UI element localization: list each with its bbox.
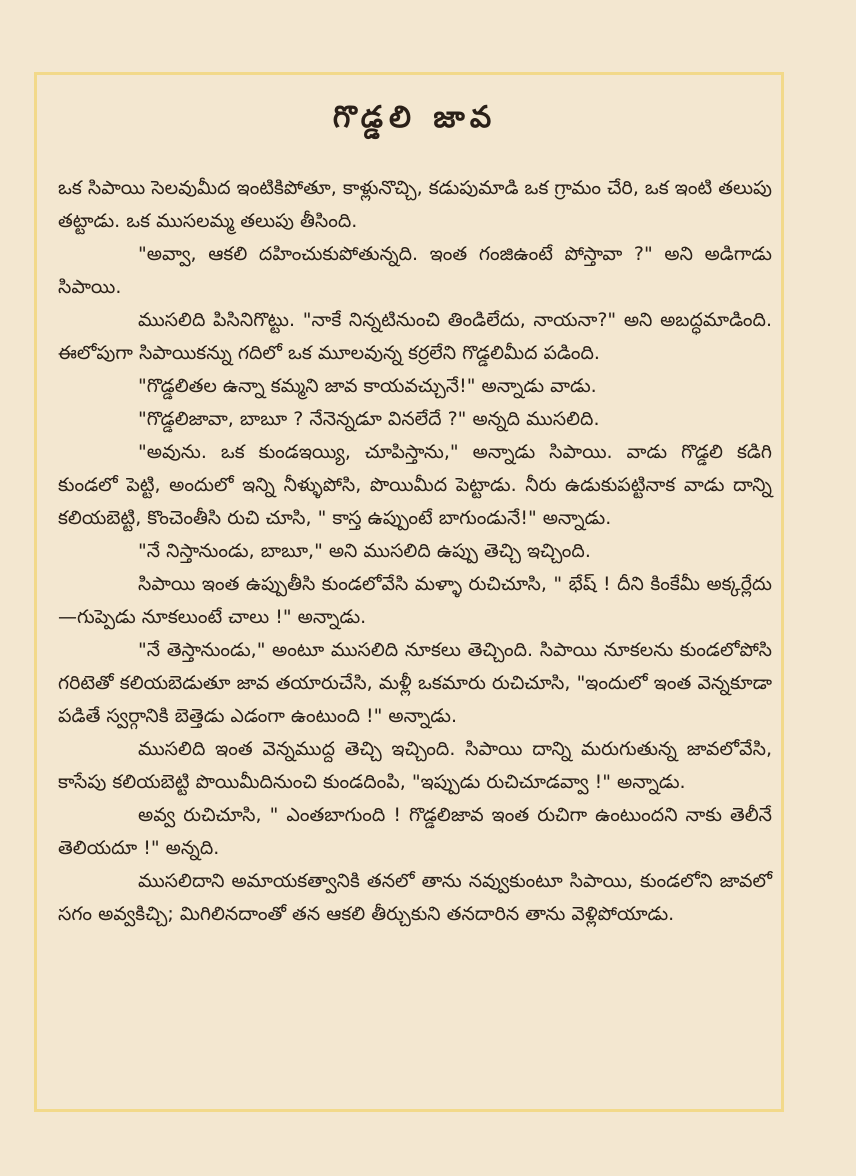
- paragraph: "గొడ్డలిజావా, బాబూ ? నేనెన్నడూ వినలేదే ?" అన్నది ముసలిది.: [138, 408, 600, 430]
- paragraph: ముసలిది పిసినిగొట్టు. "నాకే నిన్నటినుంచి తిండిలేదు, నాయనా?" అని అబద్ధమాడింది. ఈలోపుగా సిపాయికన్ను గదిలో ఒక మూలవున్న కర్రలేని గొడ్డలిమీద పడింది.: [58, 309, 772, 364]
- paragraph: అవ్వ రుచిచూసి, " ఎంతబాగుంది ! గొడ్డలిజావ ఇంత రుచిగా ఉంటుందని నాకు తెలీనే తెలియదూ !" అన్నది.: [58, 804, 772, 859]
- story-body: [58, 100, 772, 931]
- paragraph: "అవ్వా, ఆకలి దహించుకుపోతున్నది. ఇంత గంజిఉంటే పోస్తావా ?" అని అడిగాడు సిపాయి.: [58, 243, 772, 298]
- paragraph: ముసలిది ఇంత వెన్నముద్ద తెచ్చి ఇచ్చింది. సిపాయి దాన్ని మరుగుతున్న జావలోవేసి, కాసేపు కలియబెట్టి పొయిమీదినుంచి కుండదింపి, "ఇప్పుడు రుచిచూడవ్వా !" అన్నాడు.: [58, 738, 772, 793]
- paragraph: "నే నిస్తానుండు, బాబూ," అని ముసలిది ఉప్పు తెచ్చి ఇచ్చింది.: [138, 540, 591, 562]
- story-title: గొడ్డలి జావ: [332, 100, 498, 135]
- paragraph: "గొడ్డలితల ఉన్నా కమ్మని జావ కాయవచ్చునే!" అన్నాడు వాడు.: [138, 375, 597, 397]
- paragraph: సిపాయి ఇంత ఉప్పుతీసి కుండలోవేసి మళ్ళా రుచిచూసి, " భేష్ ! దీని కింకేమీ అక్కర్లేదు—గుప్పెడు నూకలుంటే చాలు !" అన్నాడు.: [58, 573, 772, 628]
- paragraph: "అవును. ఒక కుండఇయ్యి, చూపిస్తాను," అన్నాడు సిపాయి. వాడు గొడ్డలి కడిగి కుండలో పెట్టి, అందులో ఇన్ని నీళ్ళుపోసి, పొయిమీద పెట్టాడు. నీరు ఉడుకుపట్టినాక వాడు దాన్ని కలియబెట్టి, కొంచెంతీసి రుచి చూసి, " కాస్త ఉప్పుంటే బాగుండునే!" అన్నాడు.: [58, 441, 772, 529]
- paragraph: ఒక సిపాయి సెలవుమీద ఇంటికిపోతూ, కాళ్లునొచ్చి, కడుపుమాడి ఒక గ్రామం చేరి, ఒక ఇంటి తలుపు తట్టాడు. ఒక ముసలమ్మ తలుపు తీసింది.: [58, 177, 772, 232]
- paragraph: "నే తెస్తానుండు," అంటూ ముసలిది నూకలు తెచ్చింది. సిపాయి నూకలను కుండలోపోసి గరిటెతో కలియబెడుతూ జావ తయారుచేసి, మళ్లీ ఒకమారు రుచిచూసి, "ఇందులో ఇంత వెన్నకూడా పడితే స్వర్గానికి బెత్తెడు ఎడంగా ఉంటుంది !" అన్నాడు.: [58, 639, 772, 727]
- paragraph: ముసలిదాని అమాయకత్వానికి తనలో తాను నవ్వుకుంటూ సిపాయి, కుండలోని జావలో సగం అవ్వకిచ్చి; మిగిలినదాంతో తన ఆకలి తీర్చుకుని తనదారిన తాను వెళ్లిపోయాడు.: [58, 870, 772, 925]
